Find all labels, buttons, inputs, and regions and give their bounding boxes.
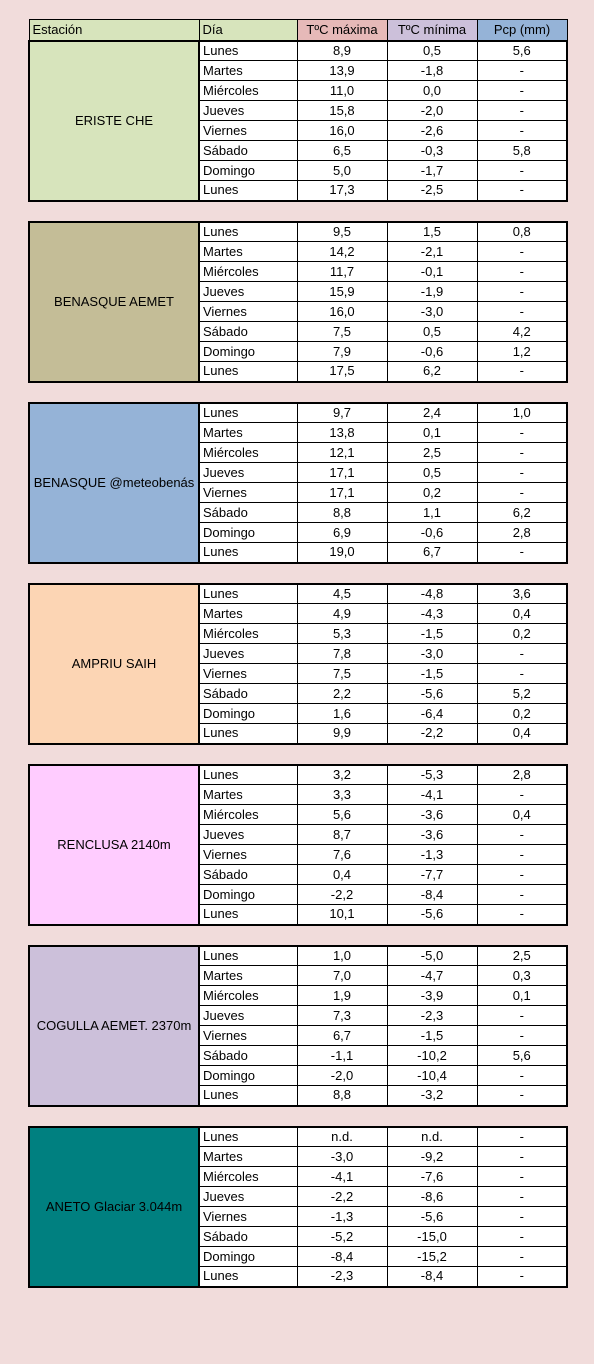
cell-tmin: -0,6: [387, 342, 477, 362]
cell-tmin: -10,2: [387, 1046, 477, 1066]
cell-tmin: -0,1: [387, 262, 477, 282]
cell-pcp: 0,2: [477, 704, 567, 724]
cell-tmax: 1,0: [297, 946, 387, 966]
table-row: [29, 403, 567, 423]
cell-pcp: -: [477, 61, 567, 81]
cell-tmin: -5,6: [387, 1207, 477, 1227]
cell-pcp: 1,0: [477, 403, 567, 423]
cell-tmax: 19,0: [297, 543, 387, 563]
cell-tmax: 11,0: [297, 81, 387, 101]
cell-tmin: -2,3: [387, 1006, 477, 1026]
cell-tmax: 6,5: [297, 141, 387, 161]
station-name: BENASQUE @meteobenás: [29, 403, 199, 563]
cell-pcp: 5,6: [477, 41, 567, 61]
cell-tmax: 3,2: [297, 765, 387, 785]
cell-dia: Martes: [199, 242, 297, 262]
cell-dia: Jueves: [199, 101, 297, 121]
cell-dia: Lunes: [199, 584, 297, 604]
cell-dia: Martes: [199, 61, 297, 81]
station-gap: [29, 382, 567, 403]
table-row: [29, 946, 567, 966]
cell-tmin: -1,3: [387, 845, 477, 865]
cell-tmax: 7,5: [297, 322, 387, 342]
cell-dia: Martes: [199, 423, 297, 443]
cell-dia: Martes: [199, 1147, 297, 1167]
cell-tmin: 2,5: [387, 443, 477, 463]
cell-pcp: 3,6: [477, 584, 567, 604]
cell-tmax: 17,1: [297, 483, 387, 503]
cell-pcp: -: [477, 1006, 567, 1026]
cell-dia: Sábado: [199, 322, 297, 342]
cell-dia: Viernes: [199, 302, 297, 322]
cell-pcp: -: [477, 1247, 567, 1267]
cell-tmax: 14,2: [297, 242, 387, 262]
cell-tmin: 0,0: [387, 81, 477, 101]
cell-dia: Lunes: [199, 1127, 297, 1147]
cell-tmin: -1,5: [387, 1026, 477, 1046]
cell-dia: Lunes: [199, 1086, 297, 1106]
cell-dia: Viernes: [199, 1207, 297, 1227]
cell-tmin: n.d.: [387, 1127, 477, 1147]
cell-dia: Sábado: [199, 1046, 297, 1066]
cell-dia: Jueves: [199, 644, 297, 664]
station-gap: [29, 744, 567, 765]
cell-tmin: -1,5: [387, 624, 477, 644]
cell-tmax: 8,9: [297, 41, 387, 61]
cell-tmin: -5,0: [387, 946, 477, 966]
cell-tmin: -4,1: [387, 785, 477, 805]
cell-dia: Sábado: [199, 503, 297, 523]
cell-tmax: 2,2: [297, 684, 387, 704]
cell-pcp: 6,2: [477, 503, 567, 523]
cell-tmin: -5,3: [387, 765, 477, 785]
cell-pcp: -: [477, 282, 567, 302]
cell-tmax: 7,8: [297, 644, 387, 664]
cell-tmin: -2,6: [387, 121, 477, 141]
cell-tmin: -5,6: [387, 905, 477, 925]
cell-pcp: 0,4: [477, 604, 567, 624]
cell-pcp: 0,4: [477, 805, 567, 825]
cell-tmin: -2,2: [387, 724, 477, 744]
cell-dia: Lunes: [199, 1267, 297, 1287]
cell-dia: Jueves: [199, 1187, 297, 1207]
cell-dia: Martes: [199, 604, 297, 624]
cell-dia: Lunes: [199, 362, 297, 382]
cell-dia: Miércoles: [199, 443, 297, 463]
header-estacion: Estación: [29, 20, 199, 41]
cell-pcp: 0,4: [477, 724, 567, 744]
cell-tmax: n.d.: [297, 1127, 387, 1147]
cell-tmin: -3,9: [387, 986, 477, 1006]
cell-dia: Domingo: [199, 704, 297, 724]
table-row: [29, 41, 567, 61]
cell-pcp: 1,2: [477, 342, 567, 362]
cell-tmin: -3,6: [387, 825, 477, 845]
cell-dia: Lunes: [199, 181, 297, 201]
cell-pcp: -: [477, 302, 567, 322]
cell-pcp: -: [477, 1086, 567, 1106]
cell-pcp: -: [477, 644, 567, 664]
cell-dia: Lunes: [199, 905, 297, 925]
cell-pcp: -: [477, 1147, 567, 1167]
cell-tmax: -2,0: [297, 1066, 387, 1086]
cell-pcp: -: [477, 423, 567, 443]
cell-tmin: 0,5: [387, 463, 477, 483]
cell-tmin: -2,5: [387, 181, 477, 201]
cell-pcp: -: [477, 885, 567, 905]
station-name: RENCLUSA 2140m: [29, 765, 199, 925]
cell-tmax: -2,2: [297, 885, 387, 905]
cell-pcp: 0,3: [477, 966, 567, 986]
cell-dia: Lunes: [199, 946, 297, 966]
cell-dia: Lunes: [199, 403, 297, 423]
cell-pcp: -: [477, 1207, 567, 1227]
cell-tmin: 6,2: [387, 362, 477, 382]
cell-dia: Lunes: [199, 543, 297, 563]
cell-tmax: 15,9: [297, 282, 387, 302]
cell-pcp: -: [477, 785, 567, 805]
cell-dia: Miércoles: [199, 262, 297, 282]
header-pcp: Pcp (mm): [477, 20, 567, 41]
cell-pcp: 0,2: [477, 624, 567, 644]
cell-tmax: 5,6: [297, 805, 387, 825]
cell-dia: Jueves: [199, 282, 297, 302]
cell-tmin: -4,8: [387, 584, 477, 604]
cell-tmax: -2,2: [297, 1187, 387, 1207]
cell-tmin: -2,1: [387, 242, 477, 262]
cell-tmax: 8,7: [297, 825, 387, 845]
table-row: [29, 584, 567, 604]
weather-table-sheet: [28, 19, 566, 1288]
cell-tmin: 1,1: [387, 503, 477, 523]
cell-tmin: 6,7: [387, 543, 477, 563]
cell-tmin: -1,7: [387, 161, 477, 181]
station-name: ERISTE CHE: [29, 41, 199, 201]
cell-pcp: 4,2: [477, 322, 567, 342]
cell-tmax: 9,9: [297, 724, 387, 744]
cell-tmax: 4,9: [297, 604, 387, 624]
cell-pcp: -: [477, 362, 567, 382]
cell-tmax: 4,5: [297, 584, 387, 604]
cell-tmax: 5,0: [297, 161, 387, 181]
cell-tmin: -8,4: [387, 885, 477, 905]
cell-pcp: 5,8: [477, 141, 567, 161]
cell-tmin: -3,6: [387, 805, 477, 825]
station-name: COGULLA AEMET. 2370m: [29, 946, 199, 1106]
cell-tmax: -3,0: [297, 1147, 387, 1167]
cell-tmax: 1,9: [297, 986, 387, 1006]
cell-pcp: 5,2: [477, 684, 567, 704]
cell-pcp: 5,6: [477, 1046, 567, 1066]
cell-dia: Martes: [199, 966, 297, 986]
cell-tmin: 1,5: [387, 222, 477, 242]
cell-tmax: -2,3: [297, 1267, 387, 1287]
cell-tmin: 0,5: [387, 41, 477, 61]
cell-pcp: -: [477, 101, 567, 121]
cell-tmax: 17,1: [297, 463, 387, 483]
cell-tmax: 9,7: [297, 403, 387, 423]
cell-tmin: -5,6: [387, 684, 477, 704]
cell-pcp: -: [477, 463, 567, 483]
cell-dia: Domingo: [199, 161, 297, 181]
station-gap: [29, 201, 567, 222]
station-gap: [29, 563, 567, 584]
cell-tmin: -10,4: [387, 1066, 477, 1086]
cell-dia: Domingo: [199, 885, 297, 905]
cell-tmax: -8,4: [297, 1247, 387, 1267]
cell-dia: Sábado: [199, 684, 297, 704]
cell-dia: Miércoles: [199, 624, 297, 644]
cell-tmin: -3,0: [387, 302, 477, 322]
cell-dia: Lunes: [199, 724, 297, 744]
cell-pcp: -: [477, 81, 567, 101]
table-row: [29, 765, 567, 785]
cell-dia: Domingo: [199, 523, 297, 543]
cell-tmax: -4,1: [297, 1167, 387, 1187]
cell-dia: Jueves: [199, 1006, 297, 1026]
cell-tmin: 0,1: [387, 423, 477, 443]
cell-tmax: 13,8: [297, 423, 387, 443]
cell-dia: Domingo: [199, 342, 297, 362]
cell-pcp: 0,1: [477, 986, 567, 1006]
cell-pcp: -: [477, 242, 567, 262]
cell-tmin: 0,2: [387, 483, 477, 503]
cell-tmin: -0,6: [387, 523, 477, 543]
cell-pcp: -: [477, 1267, 567, 1287]
cell-tmax: 7,3: [297, 1006, 387, 1026]
cell-tmin: -15,0: [387, 1227, 477, 1247]
cell-pcp: -: [477, 1167, 567, 1187]
cell-tmax: 7,0: [297, 966, 387, 986]
cell-tmax: -5,2: [297, 1227, 387, 1247]
cell-tmax: 7,6: [297, 845, 387, 865]
station-name: BENASQUE AEMET: [29, 222, 199, 382]
cell-pcp: -: [477, 1227, 567, 1247]
cell-dia: Jueves: [199, 825, 297, 845]
header-tmin: TºC mínima: [387, 20, 477, 41]
cell-pcp: -: [477, 1127, 567, 1147]
weather-table: [28, 19, 568, 1288]
cell-tmax: 16,0: [297, 302, 387, 322]
cell-tmax: 7,5: [297, 664, 387, 684]
cell-tmin: -3,2: [387, 1086, 477, 1106]
cell-pcp: 2,5: [477, 946, 567, 966]
cell-tmax: 0,4: [297, 865, 387, 885]
cell-dia: Domingo: [199, 1247, 297, 1267]
cell-dia: Miércoles: [199, 81, 297, 101]
cell-dia: Sábado: [199, 1227, 297, 1247]
cell-dia: Miércoles: [199, 1167, 297, 1187]
cell-pcp: 2,8: [477, 523, 567, 543]
cell-dia: Viernes: [199, 845, 297, 865]
cell-pcp: -: [477, 1066, 567, 1086]
cell-dia: Viernes: [199, 1026, 297, 1046]
cell-pcp: -: [477, 905, 567, 925]
cell-tmin: 0,5: [387, 322, 477, 342]
header-dia: Día: [199, 20, 297, 41]
cell-dia: Sábado: [199, 865, 297, 885]
cell-tmax: 6,7: [297, 1026, 387, 1046]
cell-dia: Viernes: [199, 121, 297, 141]
cell-pcp: -: [477, 825, 567, 845]
cell-tmax: 12,1: [297, 443, 387, 463]
cell-tmin: -1,8: [387, 61, 477, 81]
cell-tmax: 8,8: [297, 1086, 387, 1106]
cell-tmin: -7,6: [387, 1167, 477, 1187]
cell-tmax: 6,9: [297, 523, 387, 543]
cell-tmax: 11,7: [297, 262, 387, 282]
cell-tmax: 8,8: [297, 503, 387, 523]
cell-tmin: 2,4: [387, 403, 477, 423]
cell-pcp: -: [477, 1026, 567, 1046]
station-name: AMPRIU SAIH: [29, 584, 199, 744]
cell-dia: Lunes: [199, 41, 297, 61]
cell-tmin: -15,2: [387, 1247, 477, 1267]
cell-dia: Viernes: [199, 483, 297, 503]
header-tmax: TºC máxima: [297, 20, 387, 41]
station-gap: [29, 1106, 567, 1127]
cell-dia: Domingo: [199, 1066, 297, 1086]
cell-tmin: -3,0: [387, 644, 477, 664]
cell-tmin: -4,3: [387, 604, 477, 624]
cell-dia: Sábado: [199, 141, 297, 161]
cell-tmin: -2,0: [387, 101, 477, 121]
cell-pcp: -: [477, 543, 567, 563]
cell-pcp: -: [477, 483, 567, 503]
cell-pcp: 2,8: [477, 765, 567, 785]
cell-pcp: -: [477, 121, 567, 141]
cell-pcp: -: [477, 1187, 567, 1207]
header-row: [29, 20, 567, 41]
cell-pcp: -: [477, 664, 567, 684]
cell-dia: Lunes: [199, 765, 297, 785]
cell-tmax: 13,9: [297, 61, 387, 81]
cell-pcp: 0,8: [477, 222, 567, 242]
cell-tmin: -4,7: [387, 966, 477, 986]
cell-tmax: 1,6: [297, 704, 387, 724]
cell-tmax: -1,3: [297, 1207, 387, 1227]
cell-tmax: 17,5: [297, 362, 387, 382]
cell-pcp: -: [477, 443, 567, 463]
cell-tmin: -9,2: [387, 1147, 477, 1167]
cell-tmin: -6,4: [387, 704, 477, 724]
cell-pcp: -: [477, 262, 567, 282]
cell-pcp: -: [477, 161, 567, 181]
cell-tmax: 16,0: [297, 121, 387, 141]
cell-tmax: 3,3: [297, 785, 387, 805]
cell-tmax: 9,5: [297, 222, 387, 242]
cell-tmax: 17,3: [297, 181, 387, 201]
station-gap: [29, 925, 567, 946]
cell-tmin: -8,6: [387, 1187, 477, 1207]
cell-dia: Lunes: [199, 222, 297, 242]
cell-dia: Miércoles: [199, 805, 297, 825]
cell-tmin: -1,5: [387, 664, 477, 684]
cell-dia: Viernes: [199, 664, 297, 684]
cell-tmin: -7,7: [387, 865, 477, 885]
cell-tmax: 7,9: [297, 342, 387, 362]
table-row: [29, 222, 567, 242]
cell-pcp: -: [477, 181, 567, 201]
cell-tmax: 5,3: [297, 624, 387, 644]
cell-tmin: -8,4: [387, 1267, 477, 1287]
cell-dia: Jueves: [199, 463, 297, 483]
table-row: [29, 1127, 567, 1147]
cell-tmax: -1,1: [297, 1046, 387, 1066]
cell-tmax: 10,1: [297, 905, 387, 925]
cell-dia: Miércoles: [199, 986, 297, 1006]
cell-tmin: -1,9: [387, 282, 477, 302]
cell-tmin: -0,3: [387, 141, 477, 161]
station-name: ANETO Glaciar 3.044m: [29, 1127, 199, 1287]
cell-pcp: -: [477, 865, 567, 885]
cell-pcp: -: [477, 845, 567, 865]
cell-tmax: 15,8: [297, 101, 387, 121]
cell-dia: Martes: [199, 785, 297, 805]
